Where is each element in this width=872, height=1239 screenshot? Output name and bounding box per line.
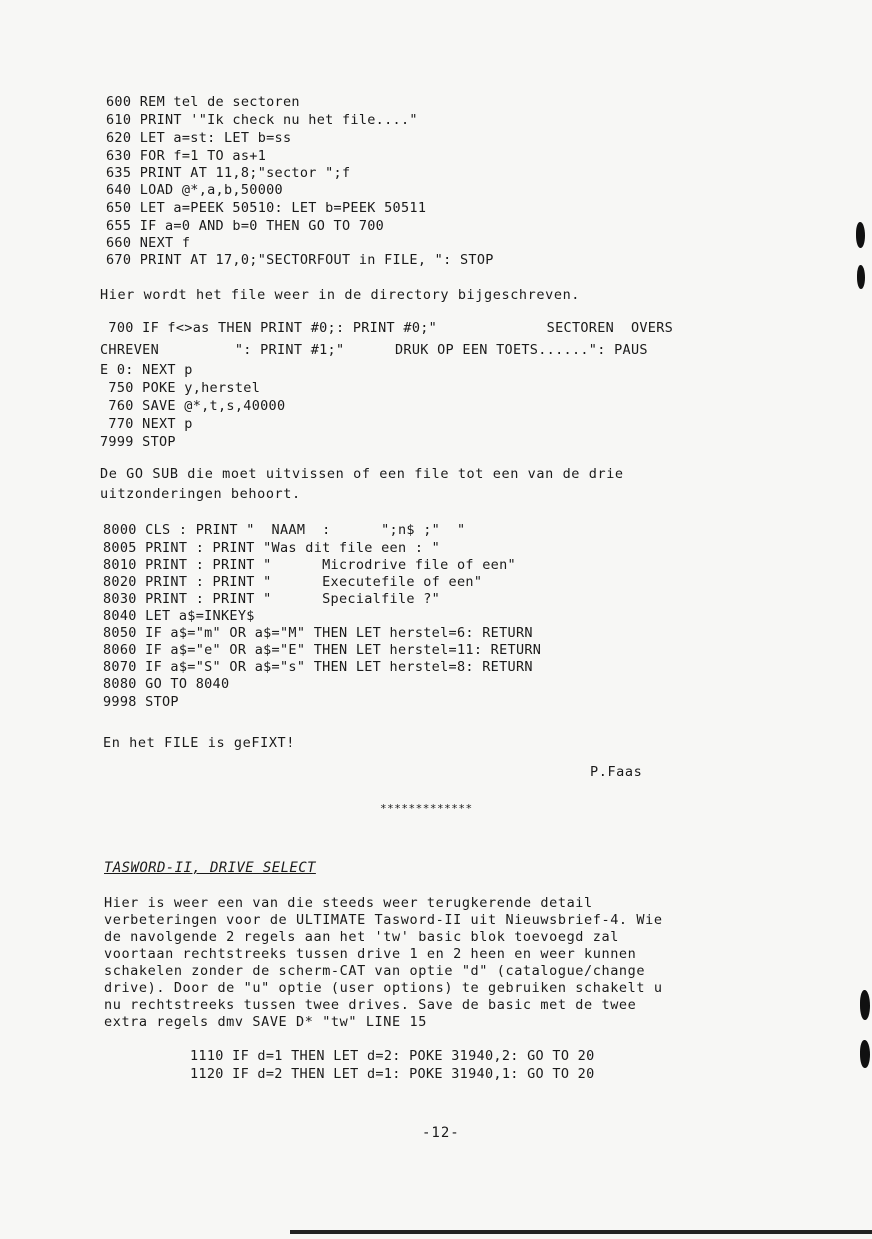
binding-mark: [860, 990, 870, 1020]
code-line: 8000 CLS : PRINT " NAAM : ";n$ ;" ": [103, 522, 466, 538]
closing-line: En het FILE is geFIXT!: [103, 735, 296, 751]
code-line: CHREVEN ": PRINT #1;" DRUK OP EEN TOETS......": PAUS: [100, 342, 648, 358]
paragraph-line: de navolgende 2 regels aan het 'tw' basic blok toevoegd zal: [104, 929, 619, 945]
paragraph-directory: Hier wordt het file weer in de directory bijgeschreven.: [100, 287, 581, 303]
code-line: 760 SAVE @*,t,s,40000: [100, 398, 286, 414]
code-line: 670 PRINT AT 17,0;"SECTORFOUT in FILE, ": STOP: [106, 252, 494, 268]
paragraph-line: Hier is weer een van die steeds weer terugkerende detail: [104, 895, 593, 911]
code-line: 8080 GO TO 8040: [103, 676, 230, 692]
code-line: 8030 PRINT : PRINT " Specialfile ?": [103, 591, 441, 607]
binding-mark: [857, 265, 865, 289]
code-line: 655 IF a=0 AND b=0 THEN GO TO 700: [106, 218, 385, 234]
code-line: 8005 PRINT : PRINT "Was dit file een : ": [103, 540, 441, 556]
code-line: 8010 PRINT : PRINT " Microdrive file of een": [103, 557, 516, 573]
code-line: 8050 IF a$="m" OR a$="M" THEN LET herstel=6: RETURN: [103, 625, 533, 641]
code-line: 8060 IF a$="e" OR a$="E" THEN LET herstel=11: RETURN: [103, 642, 542, 658]
paragraph-line: uitzonderingen behoort.: [100, 486, 301, 502]
code-line: E 0: NEXT p: [100, 362, 193, 378]
code-line: 1120 IF d=2 THEN LET d=1: POKE 31940,1: GO TO 20: [190, 1066, 595, 1082]
binding-mark: [860, 1040, 870, 1068]
section-separator: *************: [380, 802, 473, 815]
paragraph-line: nu rechtstreeks tussen twee drives. Save de basic met de twee: [104, 997, 637, 1013]
code-line: 650 LET a=PEEK 50510: LET b=PEEK 50511: [106, 200, 427, 216]
code-line: 635 PRINT AT 11,8;"sector ";f: [106, 165, 351, 181]
code-line: 1110 IF d=1 THEN LET d=2: POKE 31940,2: GO TO 20: [190, 1048, 595, 1064]
paragraph-line: De GO SUB die moet uitvissen of een file tot een van de drie: [100, 466, 624, 482]
code-line: 9998 STOP: [103, 694, 179, 710]
page-number: -12-: [422, 1125, 460, 1141]
code-line: 770 NEXT p: [100, 416, 193, 432]
paragraph-line: extra regels dmv SAVE D* "tw" LINE 15: [104, 1014, 427, 1030]
code-line: 8040 LET a$=INKEY$: [103, 608, 255, 624]
code-line: 600 REM tel de sectoren: [106, 94, 300, 110]
code-line: 610 PRINT '"Ik check nu het file....": [106, 112, 418, 128]
code-line: 630 FOR f=1 TO as+1: [106, 148, 267, 164]
paragraph-line: voortaan rechtstreeks tussen drive 1 en 2 heen en weer kunnen: [104, 946, 637, 962]
code-line: 750 POKE y,herstel: [100, 380, 261, 396]
binding-mark: [856, 222, 865, 248]
code-line: 8020 PRINT : PRINT " Executefile of een": [103, 574, 483, 590]
paragraph-line: schakelen zonder de scherm-CAT van optie "d" (catalogue/change: [104, 963, 646, 979]
paragraph-line: drive). Door de "u" optie (user options) te gebruiken schakelt u: [104, 980, 663, 996]
author-signature: P.Faas: [590, 764, 643, 780]
code-line: 620 LET a=st: LET b=ss: [106, 130, 292, 146]
code-line: 8070 IF a$="S" OR a$="s" THEN LET herstel=8: RETURN: [103, 659, 533, 675]
code-line: 700 IF f<>as THEN PRINT #0;: PRINT #0;" SECTOREN OVERS: [100, 320, 674, 336]
code-line: 640 LOAD @*,a,b,50000: [106, 182, 283, 198]
code-line: 7999 STOP: [100, 434, 176, 450]
paragraph-line: verbeteringen voor de ULTIMATE Tasword-II uit Nieuwsbrief-4. Wie: [104, 912, 663, 928]
code-line: 660 NEXT f: [106, 235, 191, 251]
section-title: TASWORD-II, DRIVE SELECT: [104, 860, 316, 876]
bottom-edge-rule: [290, 1230, 872, 1234]
